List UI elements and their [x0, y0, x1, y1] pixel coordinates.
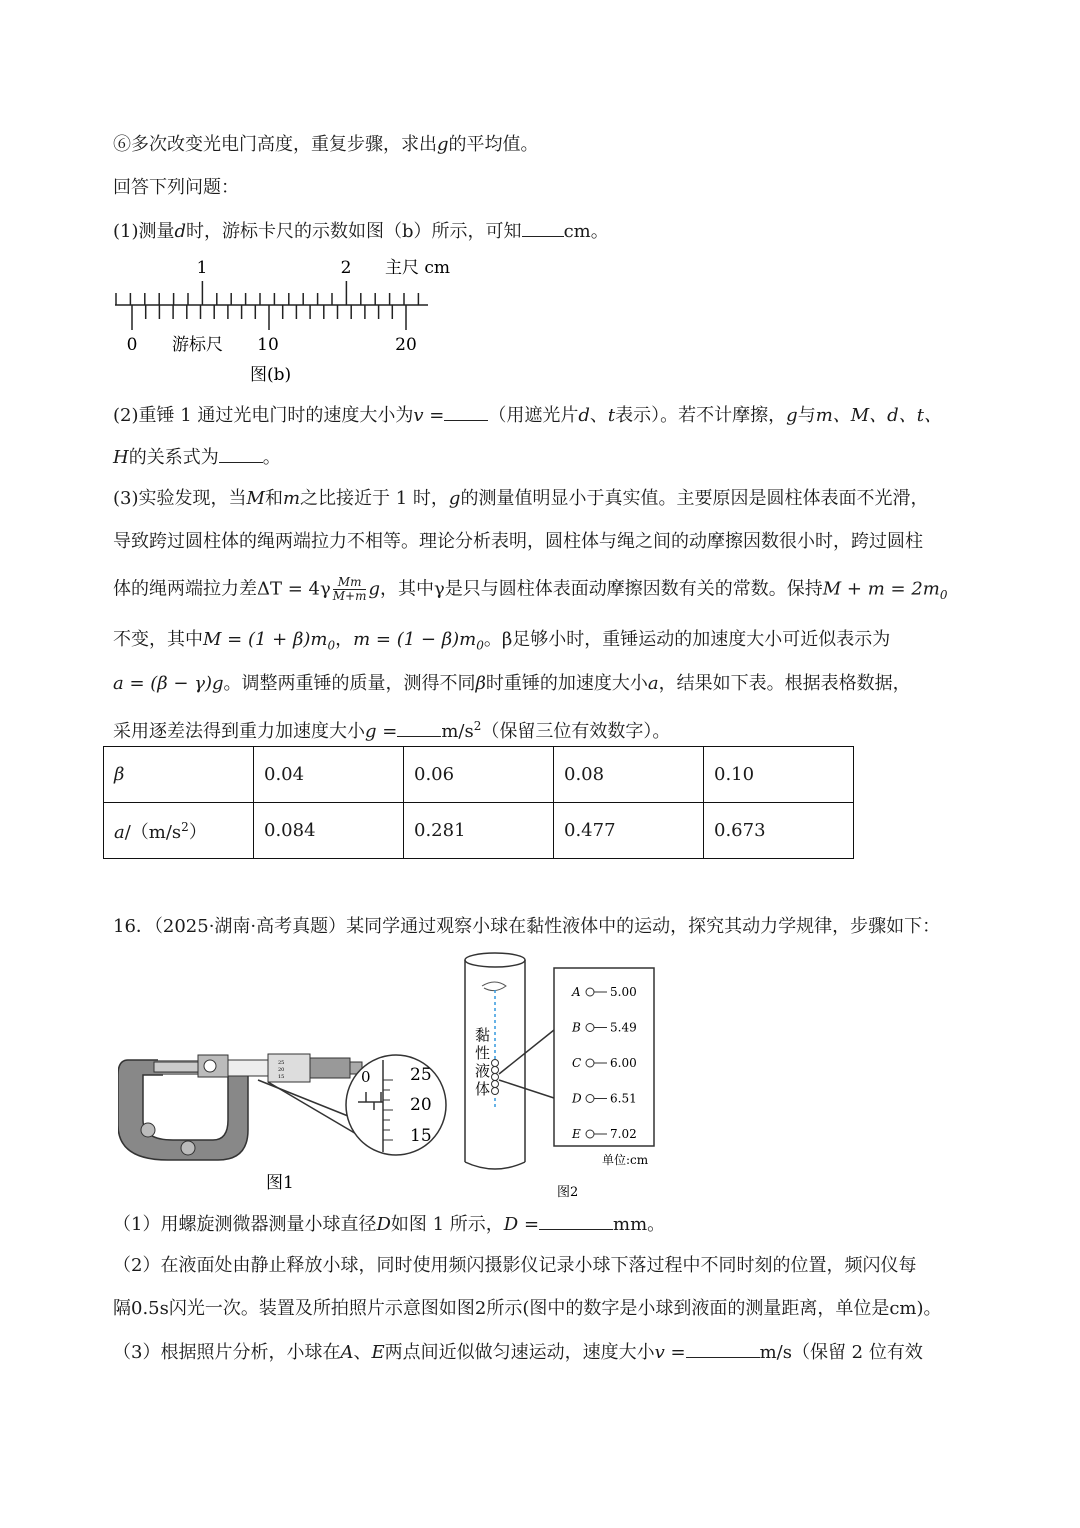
liquid-char: 液 — [475, 1062, 491, 1080]
main-scale-label-1: 1 — [196, 258, 208, 278]
question-3-line6: 采用逐差法得到重力加速度大小$g = m/s^2$（保留三位有效数字）。 — [113, 719, 671, 742]
table-cell: 0.477 — [554, 803, 704, 859]
liquid-char: 性 — [475, 1044, 491, 1062]
figure-b-caption: 图(b) — [250, 365, 292, 385]
point-label: C — [572, 1056, 582, 1070]
table-cell: 0.281 — [404, 803, 554, 859]
point-value: 5.00 — [610, 985, 637, 999]
question-2-cont: H的关系式为 。 — [113, 444, 281, 471]
svg-text:15: 15 — [278, 1074, 285, 1080]
table-cell: 0.084 — [254, 803, 404, 859]
vernier-label-20: 20 — [395, 335, 417, 355]
micrometer-figure — [118, 1020, 448, 1200]
svg-text:25: 25 — [278, 1060, 285, 1066]
step-2-text: （2）在液面处由静止释放小球，同时使用频闪摄影仪记录小球下落过程中不同时刻的位置，频闪仪每 — [113, 1255, 917, 1276]
ball-point — [586, 1130, 594, 1138]
table-cell: 0.673 — [704, 803, 854, 859]
table-row — [104, 803, 854, 859]
viscous-liquid-figure — [462, 950, 672, 1200]
ball-point — [586, 1059, 594, 1067]
step-2-text-cont: 隔0.5s闪光一次。装置及所拍照片示意图如图2所示(图中的数字是小球到液面的测量距离，单位是cm)。 — [113, 1298, 942, 1319]
step-1-text: （1）用螺旋测微器测量小球直径D如图 1 所示，D = mm。 — [113, 1211, 665, 1238]
point-value: 6.00 — [610, 1056, 637, 1070]
vernier-name: 游标尺 — [172, 335, 223, 355]
point-value: 7.02 — [610, 1127, 637, 1141]
thimble-label-15: 15 — [410, 1126, 432, 1146]
question-3-line4: 不变，其中$M = (1 + \beta)m_0$，$m = (1 - \beta)m_0$。β足够小时，重锤运动的加速度大小可近似表示为 — [113, 629, 891, 653]
answer-blank — [397, 718, 441, 737]
answer-blank — [539, 1211, 613, 1230]
question-3: (3)实验发现，当M和m之比接近于 1 时，g的测量值明显小于真实值。主要原因是圆柱体表面不光滑， — [113, 488, 929, 509]
table-cell: 0.08 — [554, 747, 704, 803]
vernier-label-10: 10 — [257, 335, 279, 355]
sleeve-label: 0 — [361, 1068, 371, 1086]
ball-point — [586, 1095, 594, 1103]
table-cell: 0.10 — [704, 747, 854, 803]
table-cell: 0.06 — [404, 747, 554, 803]
liquid-char: 体 — [475, 1080, 491, 1098]
unit-label: 单位:cm — [602, 1153, 649, 1167]
ball-point — [586, 988, 594, 996]
question-3-line2: 导致跨过圆柱体的绳两端拉力不相等。理论分析表明，圆柱体与绳之间的动摩擦因数很小时，跨过圆柱 — [113, 531, 923, 552]
answer-blank — [219, 444, 263, 463]
point-label: E — [572, 1127, 581, 1141]
main-scale-label-2: 2 — [340, 258, 352, 278]
answer-blank — [686, 1339, 760, 1358]
main-scale-unit: 主尺 cm — [385, 258, 451, 278]
answer-blank — [444, 402, 488, 421]
question-3-line3: 体的绳两端拉力差ΔT = 4γ $\frac{Mm}{M+m}$ g，其中γ是只与圆柱体表面动摩擦因数有关的常数。保持$M + m = 2m_0$ — [113, 575, 948, 603]
vernier-label-0: 0 — [126, 335, 138, 355]
table-cell: β — [104, 747, 254, 803]
figure-2-caption: 图2 — [557, 1185, 579, 1200]
vernier-caliper-figure — [110, 255, 460, 390]
thimble-label-20: 20 — [410, 1095, 432, 1115]
point-value: 6.51 — [610, 1091, 637, 1106]
point-label: A — [572, 985, 581, 999]
point-value: 5.49 — [610, 1020, 637, 1035]
step-6-text: ⑥多次改变光电门高度，重复步骤，求出g的平均值。 — [113, 134, 539, 155]
figure-1-caption: 图1 — [266, 1173, 294, 1193]
question-2: (2)重锤 1 通过光电门时的速度大小为v = （用遮光片d、t表示）。若不计摩擦，g与m、M、d、t、 — [113, 402, 942, 429]
question-1: (1)测量d时，游标卡尺的示数如图（b）所示，可知 cm。 — [113, 218, 609, 245]
liquid-char: 黏 — [475, 1026, 491, 1044]
ball-point — [586, 1024, 594, 1032]
question-16-heading: 16．（2025·湖南·高考真题）某同学通过观察小球在黏性液体中的运动，探究其动力学规律，步骤如下： — [113, 916, 941, 937]
table-cell: 0.04 — [254, 747, 404, 803]
beta-acceleration-table — [103, 746, 854, 859]
point-label: D — [572, 1091, 582, 1106]
thimble-label-25: 25 — [410, 1065, 432, 1085]
table-cell: $a/(m/s^2)$ — [104, 803, 254, 859]
step-3-text: （3）根据照片分析，小球在A、E两点间近似做匀速运动，速度大小v = m/s（保留 2 位有效 — [113, 1339, 923, 1366]
answer-blank — [522, 218, 564, 237]
svg-text:20: 20 — [278, 1067, 285, 1073]
answer-prompt: 回答下列问题： — [113, 177, 239, 198]
table-row — [104, 747, 854, 803]
question-3-line5: a = (β − γ)g。调整两重锤的质量，测得不同β时重锤的加速度大小a，结果如下表。根据表格数据， — [113, 673, 911, 694]
fraction: $\frac{Mm}{M+m}$ — [332, 575, 367, 603]
point-label: B — [572, 1020, 581, 1035]
